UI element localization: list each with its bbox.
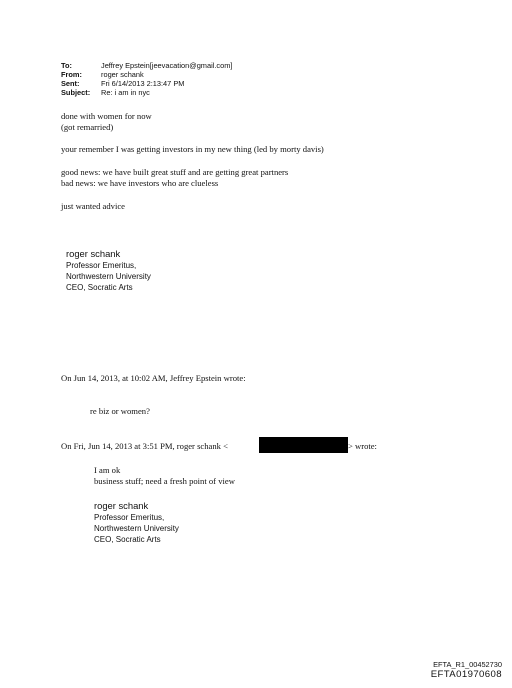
quote-attribution-2-suffix: > wrote:: [348, 441, 377, 451]
to-label: To:: [61, 61, 72, 70]
to-value: Jeffrey Epstein[jeevacation@gmail.com]: [101, 61, 233, 70]
signature-org: Northwestern University: [66, 272, 151, 281]
body-paragraph-4: just wanted advice: [61, 201, 125, 211]
signature-name: roger schank: [94, 500, 149, 511]
quote-text-2: [94, 465, 235, 487]
signature-block-2: [94, 500, 179, 545]
body-line: done with women for now: [61, 111, 152, 121]
body-paragraph-2: your remember I was getting investors in my new thing (led by morty davis): [61, 144, 324, 154]
quote-attribution-1: On Jun 14, 2013, at 10:02 AM, Jeffrey Epstein wrote:: [61, 373, 246, 383]
sent-row: [61, 79, 232, 88]
from-label: From:: [61, 70, 82, 79]
body-line: good news: we have built great stuff and are getting great partners: [61, 167, 289, 177]
from-row: [61, 70, 232, 79]
signature-role: CEO, Socratic Arts: [94, 535, 161, 544]
document-footer: [431, 660, 502, 680]
quote-text-1: re biz or women?: [90, 406, 150, 416]
signature-title: Professor Emeritus,: [66, 261, 137, 270]
quote-attribution-2-prefix: On Fri, Jun 14, 2013 at 3:51 PM, roger schank <: [61, 441, 228, 451]
signature-block-1: [66, 248, 151, 293]
from-value: roger schank: [101, 70, 144, 79]
email-header: [61, 61, 232, 97]
footer-id-1: EFTA_R1_00452730: [433, 660, 502, 669]
footer-id-2: EFTA01970608: [430, 669, 502, 680]
sent-value: Fri 6/14/2013 2:13:47 PM: [101, 79, 185, 88]
subject-label: Subject:: [61, 88, 91, 97]
body-line: bad news: we have investors who are clueless: [61, 178, 219, 188]
signature-org: Northwestern University: [94, 524, 179, 533]
quote-line: I am ok: [94, 465, 121, 475]
signature-name: roger schank: [66, 248, 121, 259]
body-paragraph-3: [61, 167, 288, 189]
signature-title: Professor Emeritus,: [94, 513, 165, 522]
signature-role: CEO, Socratic Arts: [66, 283, 133, 292]
sent-label: Sent:: [61, 79, 80, 88]
subject-value: Re: i am in nyc: [101, 88, 150, 97]
quote-line: business stuff; need a fresh point of view: [94, 476, 235, 486]
redaction-block: [259, 437, 348, 453]
body-line: (got remarried): [61, 122, 114, 132]
body-paragraph-1: [61, 111, 152, 133]
to-row: [61, 61, 232, 70]
subject-row: [61, 88, 232, 97]
